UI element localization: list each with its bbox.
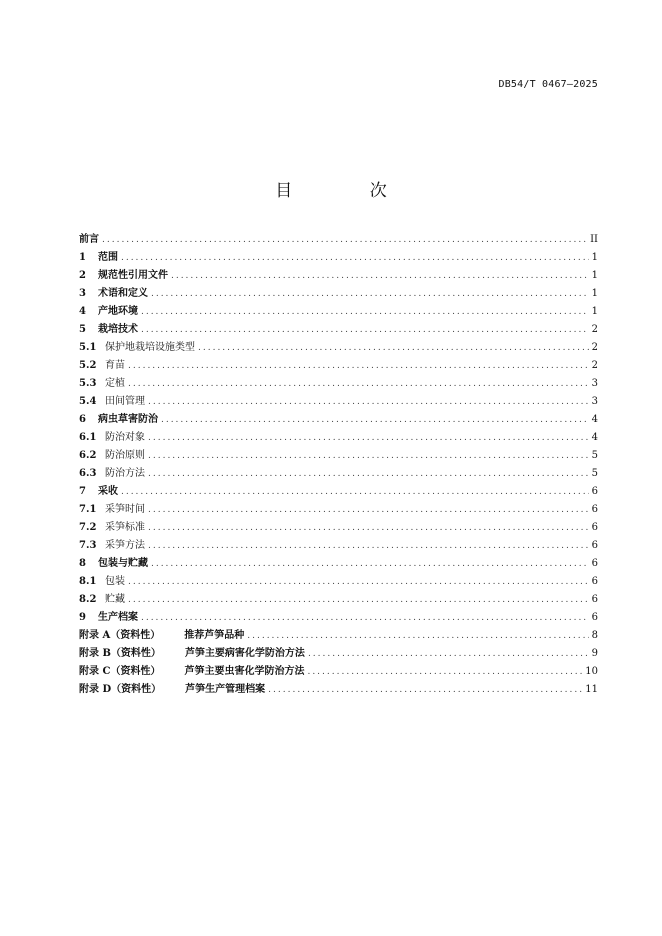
toc-leader-dots: [128, 357, 589, 375]
toc-entry[interactable]: [79, 645, 598, 663]
toc-entry-label: [79, 591, 125, 609]
toc-entry-label: [79, 429, 145, 447]
toc-entry[interactable]: [79, 555, 598, 573]
toc-entry-number: 附录 A（资料性）: [79, 630, 161, 641]
toc-entry-page: 1: [591, 252, 598, 263]
toc-leader-dots: [102, 231, 587, 249]
toc-leader-dots: [128, 591, 589, 609]
toc-entry-number: 5.4: [79, 396, 97, 407]
toc-entry-number: 5: [79, 324, 86, 335]
toc-entry-number: 7.2: [79, 522, 97, 533]
toc-entry-label: [79, 411, 158, 429]
toc-entry[interactable]: [79, 591, 598, 609]
toc-leader-dots: [268, 681, 582, 699]
toc-entry-title: 范围: [97, 252, 118, 263]
toc-leader-dots: [141, 321, 589, 339]
toc-entry-label: [79, 537, 145, 555]
document-code: DB54/T 0467—2025: [498, 79, 598, 90]
toc-entry-page: II: [590, 234, 598, 245]
toc-entry[interactable]: [79, 393, 598, 411]
toc-entry-label: [79, 267, 168, 285]
toc-leader-dots: [247, 627, 588, 645]
toc-entry-label: [79, 231, 99, 249]
toc-entry-page: 1: [591, 306, 598, 317]
toc-entry-label: [79, 555, 148, 573]
toc-entry-page: 5: [591, 468, 598, 479]
toc-entry-label: [79, 285, 148, 303]
toc-entry-number: 5.3: [79, 378, 97, 389]
toc-entry[interactable]: [79, 303, 598, 321]
toc-entry-label: [79, 573, 125, 591]
toc-entry-label: [79, 627, 244, 645]
toc-entry-page: 8: [591, 630, 598, 641]
toc-entry-title: 栽培技术: [97, 324, 138, 335]
toc-entry-title: 防治对象: [105, 432, 145, 443]
toc-entry-label: [79, 249, 118, 267]
toc-entry-title: 贮藏: [105, 594, 125, 605]
toc-entry[interactable]: [79, 375, 598, 393]
toc-entry-number: 5.2: [79, 360, 97, 371]
toc-entry-number: 5.1: [79, 342, 97, 353]
toc-entry-page: 2: [591, 324, 598, 335]
toc-entry-page: 2: [591, 342, 598, 353]
toc-leader-dots: [141, 303, 589, 321]
toc-entry-number: 9: [79, 612, 86, 623]
toc-entry-title: 保护地栽培设施类型: [105, 342, 195, 353]
toc-leader-dots: [171, 267, 589, 285]
toc-entry-number: 8: [79, 558, 86, 569]
toc-entry-page: 9: [591, 648, 598, 659]
toc-entry-title: 芦笋主要虫害化学防治方法: [184, 666, 305, 677]
toc-entry-page: 2: [591, 360, 598, 371]
toc-entry-label: [79, 339, 195, 357]
toc-leader-dots: [148, 537, 589, 555]
toc-entry-number: 1: [79, 252, 86, 263]
toc-entry[interactable]: [79, 429, 598, 447]
toc-entry-number: 7.1: [79, 504, 97, 515]
toc-entry[interactable]: [79, 357, 598, 375]
toc-entry-page: 3: [591, 378, 598, 389]
toc-entry[interactable]: [79, 465, 598, 483]
toc-entry-page: 4: [591, 414, 598, 425]
toc-entry-title: 术语和定义: [97, 288, 148, 299]
toc-entry-title: 采笋时间: [105, 504, 145, 515]
toc-entry-number: 6.1: [79, 432, 97, 443]
toc-leader-dots: [148, 447, 589, 465]
toc-entry-number: 6: [79, 414, 86, 425]
toc-entry-page: 4: [591, 432, 598, 443]
toc-entry-title: 采笋标准: [105, 522, 145, 533]
toc-leader-dots: [141, 609, 589, 627]
toc-entry-label: [79, 501, 145, 519]
toc-entry-title: 防治方法: [105, 468, 145, 479]
toc-entry-page: 3: [591, 396, 598, 407]
toc-entry-number: 2: [79, 270, 86, 281]
toc-entry-label: [79, 393, 145, 411]
toc-entry-label: [79, 357, 125, 375]
toc-entry-page: 1: [591, 288, 598, 299]
toc-entry-number: 4: [79, 306, 86, 317]
toc-entry-number: 附录 C（资料性）: [79, 666, 161, 677]
toc-entry[interactable]: [79, 321, 598, 339]
toc-entry-title: 规范性引用文件: [97, 270, 168, 281]
toc-entry-page: 10: [585, 666, 598, 677]
toc-leader-dots: [161, 411, 589, 429]
toc-entry-label: [79, 663, 304, 681]
toc-leader-dots: [128, 375, 589, 393]
toc-entry-title: 田间管理: [105, 396, 145, 407]
toc-entry-title: 生产档案: [97, 612, 138, 623]
toc-entry-page: 6: [591, 558, 598, 569]
toc-entry-number: 附录 B（资料性）: [79, 648, 161, 659]
toc-leader-dots: [307, 663, 582, 681]
toc-entry-number: 7: [79, 486, 86, 497]
toc-entry-number: 3: [79, 288, 86, 299]
toc-entry-label: [79, 609, 138, 627]
toc-leader-dots: [148, 519, 589, 537]
page-title: 目 次: [275, 181, 423, 201]
toc-leader-dots: [121, 483, 589, 501]
toc-entry[interactable]: [79, 411, 598, 429]
toc-leader-dots: [151, 555, 589, 573]
toc-entry[interactable]: [79, 501, 598, 519]
toc-entry-label: [79, 519, 145, 537]
toc-entry-title: 病虫草害防治: [97, 414, 158, 425]
toc-entry-title: 采收: [97, 486, 118, 497]
toc-entry[interactable]: [79, 519, 598, 537]
toc-entry[interactable]: [79, 627, 598, 645]
toc-entry-title: 芦笋生产管理档案: [185, 684, 266, 695]
toc-leader-dots: [308, 645, 589, 663]
toc-entry-title: 防治原则: [105, 450, 145, 461]
toc-entry-number: 6.3: [79, 468, 97, 479]
toc-entry[interactable]: [79, 267, 598, 285]
toc-entry-title: 产地环境: [97, 306, 138, 317]
toc-entry[interactable]: [79, 663, 598, 681]
toc-entry-page: 5: [591, 450, 598, 461]
toc-leader-dots: [151, 285, 589, 303]
toc-entry-label: [79, 483, 118, 501]
table-of-contents: [79, 231, 598, 699]
toc-leader-dots: [148, 429, 589, 447]
toc-entry-page: 6: [591, 522, 598, 533]
toc-entry-label: [79, 303, 138, 321]
toc-leader-dots: [148, 501, 589, 519]
toc-entry-label: [79, 465, 145, 483]
toc-entry-title: 推荐芦笋品种: [184, 630, 245, 641]
toc-entry[interactable]: [79, 573, 598, 591]
toc-entry-title: 育苗: [105, 360, 125, 371]
toc-entry[interactable]: [79, 447, 598, 465]
toc-entry-label: [79, 447, 145, 465]
toc-entry-page: 6: [591, 540, 598, 551]
toc-entry-page: 6: [591, 612, 598, 623]
toc-entry[interactable]: [79, 285, 598, 303]
toc-entry-page: 6: [591, 504, 598, 515]
toc-entry-title: 芦笋主要病害化学防治方法: [184, 648, 305, 659]
toc-entry-number: 6.2: [79, 450, 97, 461]
toc-leader-dots: [148, 393, 589, 411]
toc-leader-dots: [148, 465, 589, 483]
toc-entry-label: [79, 681, 265, 699]
toc-entry-label: [79, 645, 305, 663]
toc-entry[interactable]: [79, 249, 598, 267]
toc-entry-title: 包装与贮藏: [97, 558, 148, 569]
toc-entry-page: 6: [591, 576, 598, 587]
toc-leader-dots: [128, 573, 589, 591]
toc-entry[interactable]: [79, 231, 598, 249]
toc-entry-title: 定植: [105, 378, 125, 389]
toc-leader-dots: [121, 249, 589, 267]
toc-entry[interactable]: [79, 537, 598, 555]
toc-entry-number: 8.2: [79, 594, 97, 605]
toc-entry-title: 采笋方法: [105, 540, 145, 551]
toc-entry-page: 6: [591, 486, 598, 497]
toc-entry-page: 6: [591, 594, 598, 605]
toc-entry-number: 8.1: [79, 576, 97, 587]
toc-entry[interactable]: [79, 339, 598, 357]
toc-entry-number: 7.3: [79, 540, 97, 551]
toc-entry-label: [79, 375, 125, 393]
toc-leader-dots: [198, 339, 589, 357]
toc-entry[interactable]: [79, 609, 598, 627]
toc-entry[interactable]: [79, 681, 598, 699]
toc-entry-title: 前言: [79, 234, 99, 245]
toc-entry[interactable]: [79, 483, 598, 501]
toc-entry-page: 11: [585, 684, 598, 695]
toc-entry-title: 包装: [105, 576, 125, 587]
toc-entry-page: 1: [591, 270, 598, 281]
toc-entry-number: 附录 D（资料性）: [79, 684, 162, 695]
toc-entry-label: [79, 321, 138, 339]
